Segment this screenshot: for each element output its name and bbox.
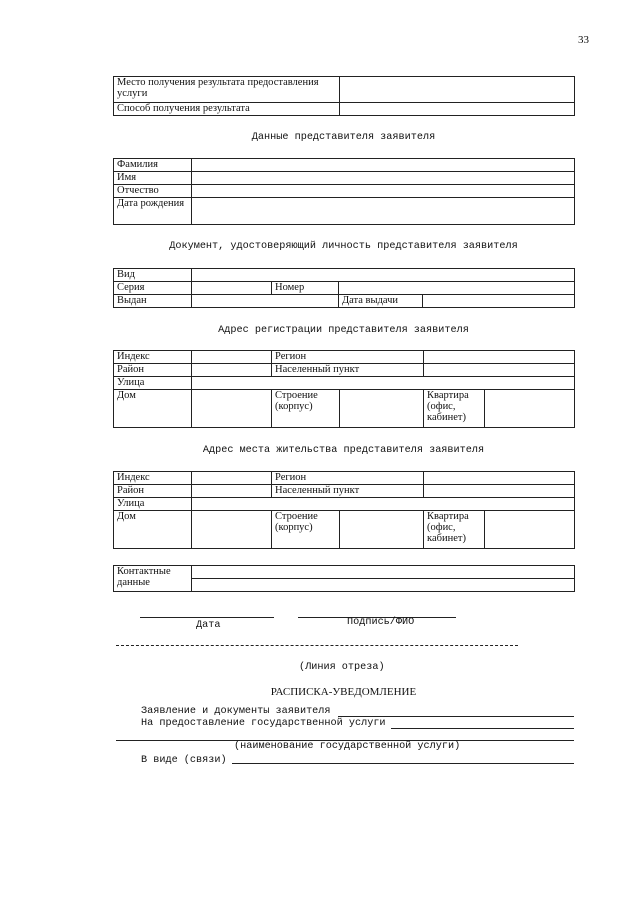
signature-label: Подпись/ФИО	[347, 617, 415, 628]
result-place-value[interactable]	[340, 77, 575, 103]
doc-date-label: Дата выдачи	[339, 295, 423, 308]
receipt-line1-field[interactable]	[338, 716, 574, 717]
surname-label: Фамилия	[114, 159, 192, 172]
receipt-line1-label: Заявление и документы заявителя	[141, 706, 331, 717]
reg-address-table	[113, 350, 575, 428]
live-apartment-label: Квартира (офис, кабинет)	[424, 511, 485, 549]
result-table	[113, 76, 575, 116]
contacts-field-1[interactable]	[192, 566, 575, 579]
date-label: Дата	[196, 620, 221, 631]
reg-apartment-label: Квартира (офис, кабинет)	[424, 390, 485, 428]
surname-field[interactable]	[192, 159, 575, 172]
reg-locality-field[interactable]	[424, 364, 575, 377]
contacts-table	[113, 565, 575, 592]
contacts-field-2[interactable]	[192, 579, 575, 592]
doc-number-field[interactable]	[339, 282, 575, 295]
birthdate-label: Дата рождения	[114, 198, 192, 225]
reg-address-heading: Адрес регистрации представителя заявителя	[218, 325, 469, 336]
contacts-label: Контактные данные	[114, 566, 192, 592]
reg-district-field[interactable]	[192, 364, 272, 377]
reg-building-field[interactable]	[340, 390, 424, 428]
live-street-label: Улица	[114, 498, 192, 511]
service-name-caption: (наименование государственной услуги)	[234, 741, 461, 752]
reg-house-field[interactable]	[192, 390, 272, 428]
name-label: Имя	[114, 172, 192, 185]
name-field[interactable]	[192, 172, 575, 185]
live-locality-field[interactable]	[424, 485, 575, 498]
doc-number-label: Номер	[272, 282, 339, 295]
live-house-label: Дом	[114, 511, 192, 549]
live-building-label: Строение (корпус)	[272, 511, 340, 549]
live-apartment-field[interactable]	[485, 511, 575, 549]
reg-street-label: Улица	[114, 377, 192, 390]
doc-series-field[interactable]	[192, 282, 272, 295]
live-district-field[interactable]	[192, 485, 272, 498]
live-house-field[interactable]	[192, 511, 272, 549]
doc-date-field[interactable]	[423, 295, 575, 308]
rep-doc-heading: Документ, удостоверяющий личность представителя заявителя	[169, 241, 518, 252]
birthdate-field[interactable]	[192, 198, 575, 225]
live-address-heading: Адрес места жительства представителя заявителя	[202, 445, 485, 456]
live-street-field[interactable]	[192, 498, 575, 511]
reg-index-label: Индекс	[114, 351, 192, 364]
reg-region-field[interactable]	[424, 351, 575, 364]
patronymic-field[interactable]	[192, 185, 575, 198]
page-number: 33	[578, 34, 589, 46]
reg-region-label: Регион	[272, 351, 424, 364]
reg-house-label: Дом	[114, 390, 192, 428]
cut-line	[116, 645, 518, 646]
live-region-field[interactable]	[424, 472, 575, 485]
patronymic-label: Отчество	[114, 185, 192, 198]
receipt-line2-label: На предоставление государственной услуги	[141, 718, 386, 729]
reg-locality-label: Населенный пункт	[272, 364, 424, 377]
reg-street-field[interactable]	[192, 377, 575, 390]
doc-issued-field[interactable]	[192, 295, 339, 308]
reg-district-label: Район	[114, 364, 192, 377]
doc-series-label: Серия	[114, 282, 192, 295]
doc-issued-label: Выдан	[114, 295, 192, 308]
live-address-table	[113, 471, 575, 549]
rep-doc-table	[113, 268, 575, 308]
receipt-line3-label: В виде (связи)	[141, 755, 227, 766]
live-locality-label: Населенный пункт	[272, 485, 424, 498]
result-method-label: Способ получения результата	[114, 103, 340, 116]
rep-data-heading: Данные представителя заявителя	[251, 132, 436, 143]
date-line	[140, 617, 274, 618]
doc-type-field[interactable]	[192, 269, 575, 282]
rep-data-table	[113, 158, 575, 225]
doc-type-label: Вид	[114, 269, 192, 282]
live-building-field[interactable]	[340, 511, 424, 549]
receipt-line3-field[interactable]	[232, 763, 574, 764]
live-district-label: Район	[114, 485, 192, 498]
live-index-field[interactable]	[192, 472, 272, 485]
receipt-title: РАСПИСКА-УВЕДОМЛЕНИЕ	[270, 686, 417, 698]
reg-building-label: Строение (корпус)	[272, 390, 340, 428]
cut-line-label: (Линия отреза)	[299, 662, 385, 673]
reg-apartment-field[interactable]	[485, 390, 575, 428]
receipt-line2-field[interactable]	[391, 728, 574, 729]
live-region-label: Регион	[272, 472, 424, 485]
reg-index-field[interactable]	[192, 351, 272, 364]
result-place-label: Место получения результата предоставления услуги	[114, 77, 340, 103]
result-method-value[interactable]	[340, 103, 575, 116]
live-index-label: Индекс	[114, 472, 192, 485]
